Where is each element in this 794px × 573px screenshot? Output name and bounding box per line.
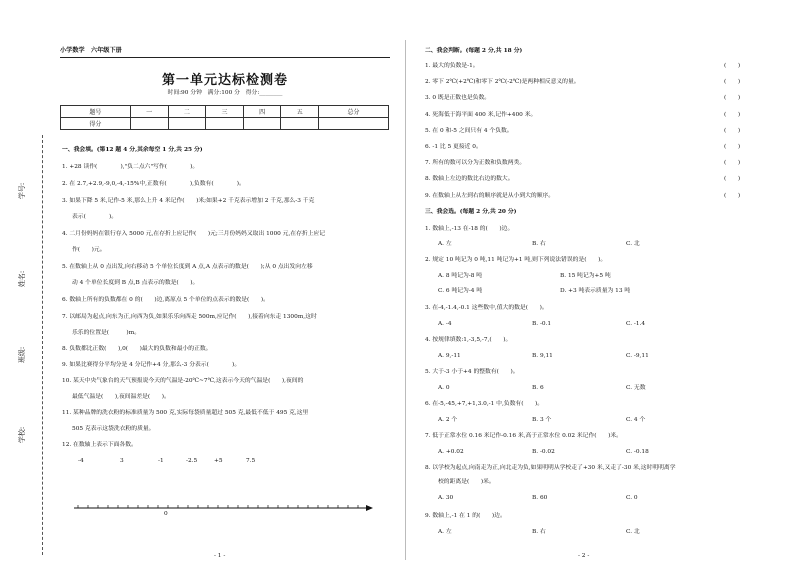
choice-option[interactable]: A. -4: [438, 321, 452, 327]
page-number-left: - 1 -: [214, 553, 226, 559]
score-header-cell: 一: [130, 106, 168, 118]
score-cell[interactable]: [130, 118, 168, 130]
judge-question: 6. -1 比 5 更接近 0。: [425, 144, 482, 150]
judge-answer-paren[interactable]: ( ): [724, 127, 741, 134]
choice-question: 1. 数轴上,-13 在-18 的( )边。: [425, 226, 514, 232]
choice-option[interactable]: B. -0.1: [532, 321, 552, 327]
choice-question: 8. 以学校为起点,向南走为正,向北走为负,如果明明从学校走了+30 米,又走了-30 米,这时明明离学: [425, 465, 676, 471]
choice-option[interactable]: C. 北: [626, 529, 640, 535]
judge-answer-paren[interactable]: ( ): [724, 63, 741, 69]
choice-option[interactable]: A. 8 吨记为-8 吨: [438, 273, 483, 279]
choice-option[interactable]: C. 0: [626, 495, 638, 501]
section-3-title: 三、我会选。(每题 2 分,共 20 分): [425, 209, 517, 215]
section-1-title: 一、我会填。(第12 题 4 分,其余每空 1 分,共 25 分): [62, 147, 203, 153]
choice-option[interactable]: B. 3 个: [532, 417, 552, 423]
binding-line: [42, 135, 43, 555]
score-header-cell: 二: [168, 106, 206, 118]
judge-answer-paren[interactable]: ( ): [724, 192, 741, 199]
judge-answer-paren[interactable]: ( ): [724, 176, 741, 183]
choice-option[interactable]: B. 右: [532, 241, 546, 247]
plot-number: -4: [78, 458, 84, 464]
score-cell[interactable]: [206, 118, 244, 130]
score-cell[interactable]: [319, 118, 389, 130]
side-label-school: 学校:: [18, 426, 27, 444]
question-item: 最低气温是( ),夜间温差是( )。: [72, 394, 170, 400]
choice-question: 6. 在-5,-45,+7,+1,3.0,-1 中,负数有( )。: [425, 401, 544, 407]
score-table-row: [61, 118, 389, 130]
judge-question: 3. 0 既是正数也是负数。: [425, 95, 491, 102]
choice-option[interactable]: A. 9,-11: [438, 353, 461, 359]
question-item: 2. 在 2.7,+2.9,-9,0,-4,-15%中,正数有( ),负数有( )。: [62, 181, 245, 187]
choice-option[interactable]: C. -9,11: [626, 353, 649, 359]
question-item: 4. 二月份妈妈在银行存入 5000 元,在存折上应记作( )元;三月份妈妈又取出 1000 元,在存折上应记: [62, 231, 326, 237]
choice-option[interactable]: A. +0.02: [438, 449, 464, 455]
page-divider: [405, 40, 406, 560]
choice-option[interactable]: B. 9,11: [532, 353, 553, 359]
question-item: 10. 某天中央气象台的天气预报说今天的气温是-20℃~7℃,这表示今天的气温是( ),夜间的: [62, 378, 304, 384]
choice-question: 3. 在-4,-1.4,-0.1 这些数中,值大的数是( )。: [425, 305, 548, 311]
section-2-title: 二、我会判断。(每题 2 分,共 18 分): [425, 48, 523, 54]
choice-question: 7. 低于正常水位 0.16 米记作-0.16 米,高于正常水位 0.02 米记作( )米。: [425, 433, 622, 439]
question-item: 8. 负数都比正数( ),0( )最大的负数和最小的正数。: [62, 346, 212, 352]
header-subject: 小学数学 六年级下册: [60, 47, 122, 54]
question-item: 动 4 个单位长度到 B 点,B 点表示的数是( )。: [72, 280, 199, 286]
score-table: [60, 105, 389, 130]
choice-option[interactable]: A. 0: [438, 385, 450, 391]
question-item: 12. 在数轴上表示下面各数。: [62, 442, 137, 448]
choice-option[interactable]: C. 6 吨记为-4 吨: [438, 288, 483, 294]
score-header-cell: 题号: [61, 106, 131, 118]
choice-option[interactable]: B. 6: [532, 385, 544, 391]
choice-option[interactable]: C. 无数: [626, 385, 646, 391]
question-item: 作( )元。: [72, 247, 106, 253]
question-item: 7. 以邮局为起点,向东为正,向西为负,如果乐乐向西走 500m,应记作( ),接着向东走 1300m,这时: [62, 314, 317, 320]
choice-option[interactable]: C. -0.18: [626, 449, 649, 455]
judge-question: 1. 最大的负数是-1。: [425, 63, 479, 69]
choice-option[interactable]: C. 4 个: [626, 417, 646, 423]
score-cell[interactable]: [281, 118, 319, 130]
side-label-class: 班级:: [18, 346, 27, 364]
judge-answer-paren[interactable]: ( ): [724, 144, 741, 150]
score-header-cell: 五: [281, 106, 319, 118]
choice-option[interactable]: B. 60: [532, 495, 548, 501]
axis-zero-label: 0: [164, 511, 168, 517]
judge-question: 7. 所有的数可以分为正数和负数两类。: [425, 160, 526, 167]
choice-option[interactable]: C. -1.4: [626, 321, 646, 327]
plot-number: +5: [214, 458, 223, 464]
score-header-cell: 四: [243, 106, 281, 118]
question-item: 6. 数轴上所有的负数都在 0 的( )边,离原点 5 个单位的点表示的数是( )。: [62, 297, 269, 303]
side-label-name: 姓名:: [18, 270, 27, 288]
header-rule: [60, 57, 390, 58]
judge-question: 5. 在 0 和-5 之间只有 4 个负数。: [425, 127, 513, 134]
judge-question: 8. 数轴上左边的数比右边的数大。: [425, 176, 514, 183]
score-cell[interactable]: [243, 118, 281, 130]
plot-number: 3: [120, 458, 124, 464]
choice-option[interactable]: D. +3 吨表示质量为 13 吨: [560, 288, 631, 294]
score-row-label: 得分: [61, 118, 131, 130]
judge-question: 2. 零下 2℃(+2℃)和零下 2℃(-2℃)是两种相反意义的量。: [425, 79, 580, 86]
question-item: 1. +28 读作( ),"负二点六"写作( )。: [62, 164, 199, 170]
choice-option[interactable]: C. 北: [626, 241, 640, 247]
judge-question: 9. 在数轴上从左到右的顺序就是从小到大的顺序。: [425, 192, 555, 199]
score-header-cell: 总分: [319, 106, 389, 118]
question-item: 表示( )。: [72, 214, 118, 220]
choice-question: 9. 数轴上,-1 在 1 的( )边。: [425, 513, 506, 519]
choice-question: 2. 规定 10 吨记为 0 吨,11 吨记为+1 吨,则下列说法错误的是( )。: [425, 257, 607, 263]
judge-question: 4. 死海低于海平面 400 米,记作+400 米。: [425, 111, 537, 118]
question-item: 5. 在数轴上从 0 点出发,向右移动 5 个单位长度到 A 点,A 点表示的数是( );从 0 点出发向左移: [62, 264, 313, 270]
page-title: 第一单元达标检测卷: [161, 73, 288, 88]
exam-meta: 时间:90 分钟 满分:100 分 得分:________: [167, 90, 283, 96]
choice-option[interactable]: A. 2 个: [438, 417, 458, 423]
score-header-cell: 三: [206, 106, 244, 118]
choice-question: 4. 按规律填数:1,-3,5,-7,( )。: [425, 337, 512, 343]
plot-number: 7.5: [246, 458, 256, 464]
choice-question: 5. 大于-3 小于+4 的整数有( )。: [425, 369, 519, 375]
judge-answer-paren[interactable]: ( ): [724, 111, 741, 118]
choice-question-cont: 校的距离是( )米。: [438, 479, 495, 485]
question-item: 11. 某种品牌的洗衣粉的标准质量为 500 克,实际每袋质量超过 505 克,最低不低于 495 克,这里: [62, 410, 309, 416]
choice-option[interactable]: A. 左: [438, 529, 452, 535]
question-item: 3. 如果下降 5 米,记作-5 米,那么上升 4 米记作( )米;如果+2 千克表示增加 2 千克,那么-3 千克: [62, 198, 315, 204]
question-item: 乐乐的位置是( )m。: [72, 330, 140, 336]
score-cell[interactable]: [168, 118, 206, 130]
choice-option[interactable]: B. 15 吨记为+5 吨: [560, 273, 611, 279]
judge-answer-paren[interactable]: ( ): [724, 160, 741, 167]
question-item: 9. 如果比赛得分平均分是 4 分记作+4 分,那么-3 分表示( )。: [62, 362, 241, 368]
question-item: 505 克表示这袋洗衣粉的质量。: [72, 426, 155, 432]
number-line: [74, 500, 374, 522]
plot-number: -1: [158, 458, 164, 464]
choice-option[interactable]: B. -0.02: [532, 449, 555, 455]
score-table-header-row: [61, 106, 389, 118]
choice-option[interactable]: B. 右: [532, 529, 546, 535]
page-number-right: - 2 -: [578, 553, 590, 559]
side-label-student-id: 学号:: [18, 182, 27, 200]
judge-answer-paren[interactable]: ( ): [724, 79, 741, 86]
plot-number: -2.5: [186, 458, 198, 464]
choice-option[interactable]: A. 30: [438, 495, 454, 501]
choice-option[interactable]: A. 左: [438, 241, 452, 247]
judge-answer-paren[interactable]: ( ): [724, 95, 741, 102]
